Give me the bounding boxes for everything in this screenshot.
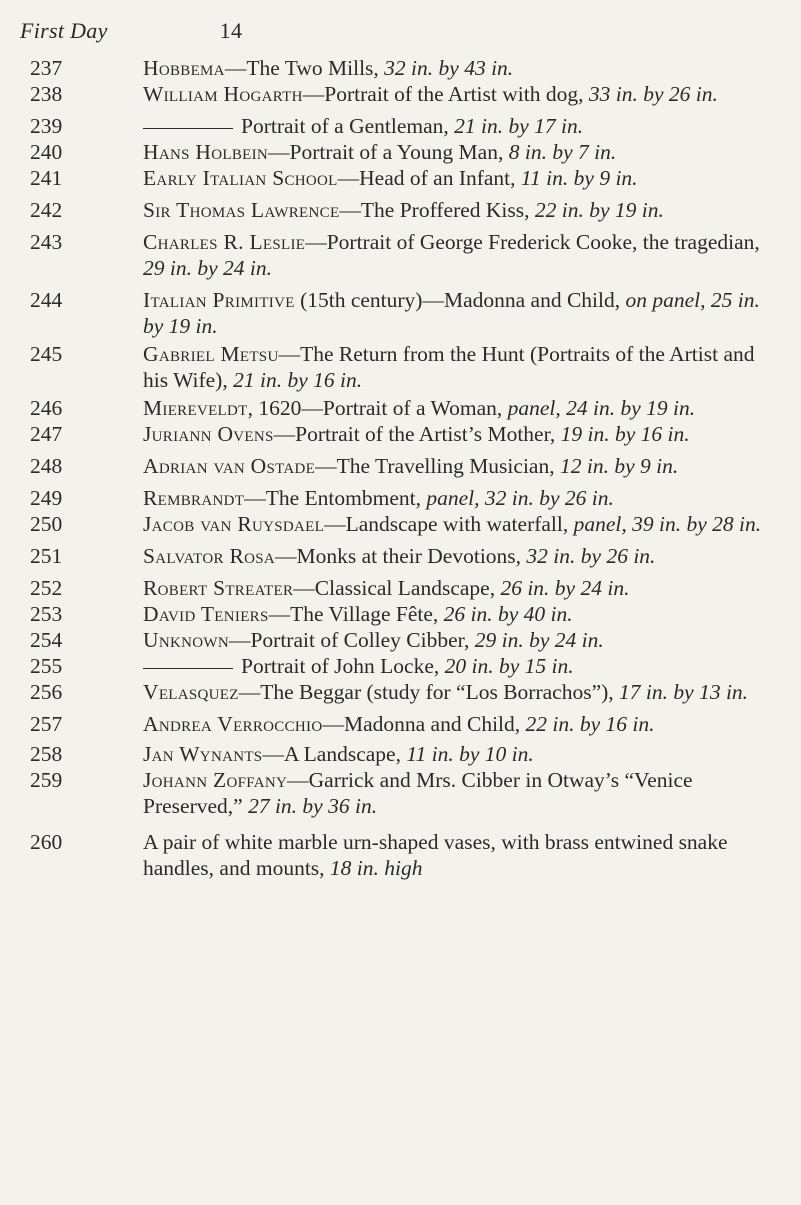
artist-name: Jan Wynants: [143, 742, 263, 766]
lot-description: [143, 341, 790, 393]
work-title: —The Proffered Kiss,: [339, 198, 535, 222]
section-title: First Day: [20, 18, 108, 43]
artist-name: Andrea Verrocchio: [143, 712, 323, 736]
dimensions: on panel, 25 in. by 19 in.: [143, 288, 760, 338]
dimensions: panel, 39 in. by 28 in.: [573, 512, 762, 536]
lot-description: [143, 139, 790, 165]
lot-number: 237: [30, 56, 63, 80]
lot-description: [143, 741, 790, 767]
artist-name: Hans Holbein: [143, 140, 269, 164]
lot-description: [143, 287, 790, 339]
lot-description: [143, 453, 790, 479]
artist-name: William Hogarth: [143, 82, 303, 106]
lot-entry: [20, 653, 790, 679]
lot-description: [143, 165, 790, 191]
lot-description: [143, 81, 790, 107]
artist-name: Johann Zoffany: [143, 768, 288, 792]
artist-name: Gabriel Metsu: [143, 342, 279, 366]
lot-entry: [20, 741, 790, 767]
dimensions: 29 in. by 24 in.: [474, 628, 604, 652]
lot-number: 247: [30, 422, 63, 446]
lot-description: [143, 485, 790, 511]
work-title: Portrait of John Locke,: [241, 654, 445, 678]
artist-name: Robert Streater: [143, 576, 294, 600]
lot-number: 256: [30, 680, 63, 704]
lot-description: [143, 229, 790, 281]
dimensions: 21 in. by 16 in.: [233, 368, 363, 392]
lot-entry: [20, 229, 790, 281]
page-header: [20, 18, 242, 44]
ditto-dash: [143, 128, 233, 129]
dimensions: 20 in. by 15 in.: [444, 654, 574, 678]
dimensions: 26 in. by 24 in.: [500, 576, 630, 600]
lot-number: 259: [30, 768, 63, 792]
lot-entry: [20, 711, 790, 737]
dimensions: 11 in. by 9 in.: [520, 166, 638, 190]
lot-number: 245: [30, 342, 63, 366]
work-title: —Portrait of the Artist’s Mother,: [273, 422, 561, 446]
work-title: —Monks at their Devotions,: [275, 544, 527, 568]
lot-description: [143, 55, 790, 81]
work-title: —Classical Landscape,: [293, 576, 501, 600]
work-title: (15th century)—Madonna and Child,: [294, 288, 626, 312]
lot-number: 242: [30, 198, 63, 222]
dimensions: 19 in. by 16 in.: [560, 422, 690, 446]
lot-description: [143, 511, 790, 537]
dimensions: 22 in. by 16 in.: [525, 712, 655, 736]
artist-name: Rembrandt: [143, 486, 245, 510]
lot-entry: [20, 601, 790, 627]
lot-description: [143, 575, 790, 601]
page-number: 14: [219, 18, 243, 43]
lot-number: 260: [30, 830, 63, 854]
ditto-dash: [143, 668, 233, 669]
artist-name: David Teniers: [143, 602, 269, 626]
work-title: —Head of an Infant,: [337, 166, 521, 190]
lot-description: [143, 767, 790, 819]
dimensions: 11 in. by 10 in.: [406, 742, 534, 766]
lot-number: 243: [30, 230, 63, 254]
work-title: —Madonna and Child,: [322, 712, 526, 736]
dimensions: 32 in. by 43 in.: [384, 56, 514, 80]
lot-entry: [20, 81, 790, 107]
lot-number: 254: [30, 628, 63, 652]
lot-number: 253: [30, 602, 63, 626]
lot-description: [143, 627, 790, 653]
lot-number: 239: [30, 114, 63, 138]
dimensions: 8 in. by 7 in.: [508, 140, 617, 164]
dimensions: panel, 32 in. by 26 in.: [426, 486, 614, 510]
artist-name: Unknown: [143, 628, 229, 652]
work-title: —Garrick and Mrs. Cibber in Otway’s “Venice Preserved,”: [143, 768, 693, 818]
lot-entry: [20, 829, 790, 881]
dimensions: 32 in. by 26 in.: [526, 544, 656, 568]
lot-entry: [20, 511, 790, 537]
work-title: —The Return from the Hunt (Portraits of the Artist and his Wife),: [143, 342, 755, 392]
work-title: —The Two Mills,: [224, 56, 385, 80]
lot-number: 240: [30, 140, 63, 164]
work-title: —The Entombment,: [244, 486, 427, 510]
dimensions: 22 in. by 19 in.: [534, 198, 664, 222]
dimensions: 12 in. by 9 in.: [559, 454, 679, 478]
work-title: —Portrait of George Frederick Cooke, the tragedian,: [305, 230, 760, 254]
artist-name: Adrian van Ostade: [143, 454, 316, 478]
work-title: —The Travelling Musician,: [315, 454, 560, 478]
lot-number: 257: [30, 712, 63, 736]
lot-number: 238: [30, 82, 63, 106]
lot-entry: [20, 287, 790, 339]
dimensions: panel, 24 in. by 19 in.: [507, 396, 696, 420]
lot-entry: [20, 453, 790, 479]
lot-number: 241: [30, 166, 63, 190]
lot-description: [143, 829, 790, 881]
lot-entry: [20, 341, 790, 393]
lot-entry: [20, 113, 790, 139]
artist-name: Miereveldt: [143, 396, 248, 420]
lot-number: 248: [30, 454, 63, 478]
lot-number: 246: [30, 396, 63, 420]
lot-entry: [20, 575, 790, 601]
lot-entry: [20, 421, 790, 447]
dimensions: 33 in. by 26 in.: [588, 82, 718, 106]
lot-number: 252: [30, 576, 63, 600]
lot-entry: [20, 627, 790, 653]
work-title: —Portrait of Colley Cibber,: [228, 628, 475, 652]
work-title: —A Landscape,: [262, 742, 407, 766]
work-title: —Portrait of the Artist with dog,: [302, 82, 589, 106]
lot-description: [143, 653, 790, 679]
lot-description: [143, 395, 790, 421]
lot-entry: [20, 139, 790, 165]
work-title: Portrait of a Gentleman,: [241, 114, 455, 138]
artist-name: Salvator Rosa: [143, 544, 275, 568]
work-title: , 1620—Portrait of a Woman,: [247, 396, 508, 420]
lot-number: 251: [30, 544, 63, 568]
lot-number: 249: [30, 486, 63, 510]
artist-name: Velasquez: [143, 680, 239, 704]
lot-entry: [20, 165, 790, 191]
lot-entry: [20, 197, 790, 223]
artist-name: Jacob van Ruysdael: [143, 512, 325, 536]
work-title: —The Village Fête,: [268, 602, 444, 626]
lot-entry: [20, 543, 790, 569]
lot-number: 244: [30, 288, 63, 312]
lot-description: [143, 543, 790, 569]
artist-name: Italian Primitive: [143, 288, 295, 312]
lot-entry: [20, 395, 790, 421]
lot-description: [143, 421, 790, 447]
lot-entry: [20, 767, 790, 819]
work-title: A pair of white marble urn-shaped vases, with brass entwined snake handles, and mounts,: [143, 830, 728, 880]
lot-list: [20, 55, 790, 881]
lot-entry: [20, 679, 790, 705]
artist-name: Juriann Ovens: [143, 422, 274, 446]
dimensions: 26 in. by 40 in.: [443, 602, 573, 626]
lot-description: [143, 711, 790, 737]
artist-name: Hobbema: [143, 56, 225, 80]
lot-number: 250: [30, 512, 63, 536]
dimensions: 17 in. by 13 in.: [619, 680, 749, 704]
lot-number: 258: [30, 742, 63, 766]
lot-number: 255: [30, 654, 63, 678]
lot-description: [143, 601, 790, 627]
lot-entry: [20, 55, 790, 81]
lot-description: [143, 197, 790, 223]
dimensions: 27 in. by 36 in.: [248, 794, 378, 818]
lot-entry: [20, 485, 790, 511]
lot-description: [143, 113, 790, 139]
artist-name: Charles R. Leslie: [143, 230, 306, 254]
dimensions: 29 in. by 24 in.: [143, 256, 272, 280]
dimensions: 21 in. by 17 in.: [454, 114, 584, 138]
work-title: —The Beggar (study for “Los Borrachos”),: [238, 680, 620, 704]
work-title: —Landscape with waterfall,: [324, 512, 574, 536]
lot-description: [143, 679, 790, 705]
artist-name: Sir Thomas Lawrence: [143, 198, 340, 222]
dimensions: 18 in. high: [329, 856, 423, 880]
work-title: —Portrait of a Young Man,: [268, 140, 509, 164]
artist-name: Early Italian School: [143, 166, 338, 190]
